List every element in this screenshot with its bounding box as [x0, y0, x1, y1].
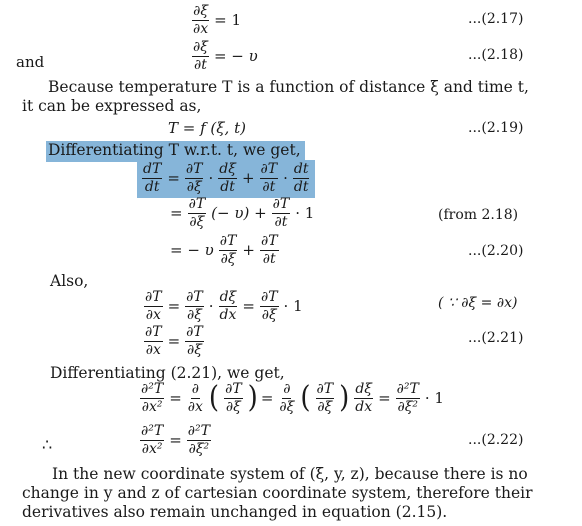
denominator: ∂x	[145, 306, 161, 323]
denominator: ∂ξ	[186, 306, 202, 323]
numerator: ∂T	[272, 196, 290, 212]
numerator: ∂²T	[187, 423, 210, 439]
second-derivative-line: $\frac{\text{∂²T}}{\text{∂x²}}$ = $\frac{\partial}{\partial x}$ ( $\frac{\partial T}{\partial\xi}$ ) = $\frac{\partial}{\partial\xi}$ ( $\frac{\partial T}{\partial\xi}$ ) $\frac{d\xi}{dx}$ = $\frac{\text{∂²T}}{\text{∂ξ²}}$ · 1	[141, 380, 444, 416]
equation-number: ...(2.19)	[468, 120, 524, 136]
fraction	[260, 162, 279, 194]
numerator: ∂²T	[141, 423, 164, 439]
numerator: ∂T	[186, 289, 203, 305]
fraction	[192, 40, 209, 72]
fraction	[293, 162, 310, 194]
numerator: ∂T	[260, 289, 278, 305]
paragraph-line: change in y and z of cartesian coordinate system, therefore their	[22, 484, 533, 502]
equation-number: ...(2.22)	[468, 432, 524, 448]
fraction	[272, 197, 291, 229]
numerator: ∂	[283, 381, 291, 397]
fraction	[224, 382, 243, 414]
fraction	[218, 162, 237, 194]
equation-number: ...(2.17)	[468, 11, 524, 27]
fraction	[144, 290, 163, 322]
numerator: ∂²T	[141, 381, 164, 397]
equation-2-19: T = f (ξ, t)	[168, 119, 246, 137]
numerator: dt	[293, 161, 309, 177]
denominator: ∂x	[187, 398, 203, 415]
denominator: ∂ξ	[186, 341, 202, 358]
numerator: dξ	[219, 161, 236, 177]
numerator: dξ	[219, 289, 237, 305]
fraction	[354, 382, 373, 414]
numerator: ∂T	[186, 324, 203, 340]
expression-part: · 1	[295, 203, 315, 222]
fraction	[140, 382, 164, 414]
equation-rhs: = 1	[214, 10, 242, 29]
fraction	[396, 382, 420, 414]
paragraph-line: In the new coordinate system of (ξ, y, z), because there is no	[52, 465, 528, 483]
chain-rule-line: $\frac{dT}{dt}$ = $\frac{\partial T}{\partial\xi}$ · $\frac{d\xi}{dt}$ + $\frac{\partial T}{\partial t}$ · $\frac{dt}{dt}$	[137, 160, 315, 198]
paragraph-line: it can be expressed as,	[22, 97, 202, 115]
therefore-symbol: ∴	[42, 435, 53, 454]
equation-2-18	[190, 40, 258, 72]
fraction	[140, 424, 164, 456]
denominator: ∂t	[262, 178, 276, 195]
denominator: dt	[144, 178, 160, 195]
spatial-derivative-line: $\frac{\partial T}{\partial x}$ = $\frac{\partial T}{\partial\xi}$ · $\frac{d\xi}{dx}$ = $\frac{\partial T}{\partial\xi}$ · 1	[145, 289, 303, 323]
numerator: ∂T	[225, 381, 242, 397]
denominator: ∂x	[193, 20, 209, 37]
because-note: ( ∵ ∂ξ = ∂x)	[438, 295, 518, 311]
denominator: ∂ξ²	[397, 398, 419, 415]
equation-2-17	[190, 4, 241, 36]
denominator: ∂ξ	[261, 306, 277, 323]
denominator: ∂ξ	[189, 213, 205, 230]
denominator: ∂ξ	[279, 398, 295, 415]
denominator: ∂t	[274, 213, 288, 230]
denominator: dx	[355, 398, 373, 415]
numerator: ∂	[191, 381, 199, 397]
denominator: ∂ξ	[186, 178, 202, 195]
fraction	[144, 325, 163, 357]
fraction	[185, 325, 204, 357]
paragraph-line: Because temperature T is a function of distance ξ and time t,	[48, 78, 529, 96]
denominator: dt	[220, 178, 235, 195]
expression-part: · 1	[424, 388, 444, 407]
expression-part: = − υ	[170, 240, 214, 259]
equation-number: ...(2.21)	[468, 330, 524, 346]
numerator: ∂T	[219, 233, 237, 249]
paragraph-line: derivatives also remain unchanged in equation (2.15).	[22, 503, 448, 521]
fraction	[185, 162, 204, 194]
fraction	[188, 197, 207, 229]
numerator: ∂T	[145, 289, 162, 305]
fraction	[185, 290, 204, 322]
denominator: dt	[293, 178, 309, 195]
and-label: and	[16, 53, 45, 71]
equation-number: ...(2.18)	[468, 47, 524, 63]
denominator: dx	[219, 306, 237, 323]
numerator: ∂T	[185, 161, 203, 177]
fraction	[260, 290, 279, 322]
equation-number: ...(2.20)	[468, 243, 524, 259]
denominator: ∂x²	[141, 398, 163, 415]
numerator: dξ	[355, 381, 372, 397]
equation-2-22: $\frac{\text{∂²T}}{\text{∂x²}}$ = $\frac{\text{∂²T}}{\text{∂ξ²}}$	[141, 423, 210, 457]
fraction	[219, 290, 238, 322]
equation-2-20: = − υ $\frac{\partial T}{\partial\xi}$ + $\frac{\partial T}{\partial t}$	[170, 233, 278, 267]
expression-part: · 1	[283, 296, 303, 315]
numerator: ∂T	[145, 324, 162, 340]
denominator: ∂ξ	[317, 398, 333, 415]
fraction	[192, 4, 209, 36]
fraction	[187, 424, 211, 456]
fraction	[219, 234, 238, 266]
fraction	[316, 382, 335, 414]
fraction	[278, 382, 295, 414]
denominator: ∂ξ	[225, 398, 241, 415]
numerator: ∂T	[316, 381, 334, 397]
denominator: ∂x²	[141, 440, 163, 457]
denominator: ∂t	[262, 250, 276, 267]
equation-2-21: $\frac{\partial T}{\partial x}$ = $\frac{\partial T}{\partial\xi}$	[145, 324, 203, 358]
numerator: ∂T	[188, 196, 206, 212]
fraction	[142, 162, 162, 194]
also-label: Also,	[50, 272, 89, 290]
numerator: ∂T	[260, 233, 278, 249]
denominator: ∂ξ	[220, 250, 236, 267]
expression-part: (− υ) +	[211, 203, 267, 222]
numerator: ∂²T	[396, 381, 419, 397]
numerator: ∂ξ	[193, 39, 208, 55]
numerator: dT	[143, 161, 162, 177]
numerator: ∂ξ	[193, 3, 209, 19]
fraction	[187, 382, 204, 414]
denominator: ∂ξ²	[188, 440, 210, 457]
substitution-line: = $\frac{\partial T}{\partial\xi}$ (− υ) + $\frac{\partial T}{\partial t}$ · 1	[170, 196, 315, 230]
denominator: ∂t	[194, 56, 207, 73]
denominator: ∂x	[145, 341, 161, 358]
fraction	[260, 234, 279, 266]
numerator: ∂T	[260, 161, 278, 177]
equation-reference: (from 2.18)	[438, 207, 519, 223]
differentiating-heading: Differentiating T w.r.t. t, we get,	[46, 141, 305, 162]
equation-rhs: = − υ	[213, 46, 258, 65]
differentiating-heading-2: Differentiating (2.21), we get,	[50, 364, 285, 382]
